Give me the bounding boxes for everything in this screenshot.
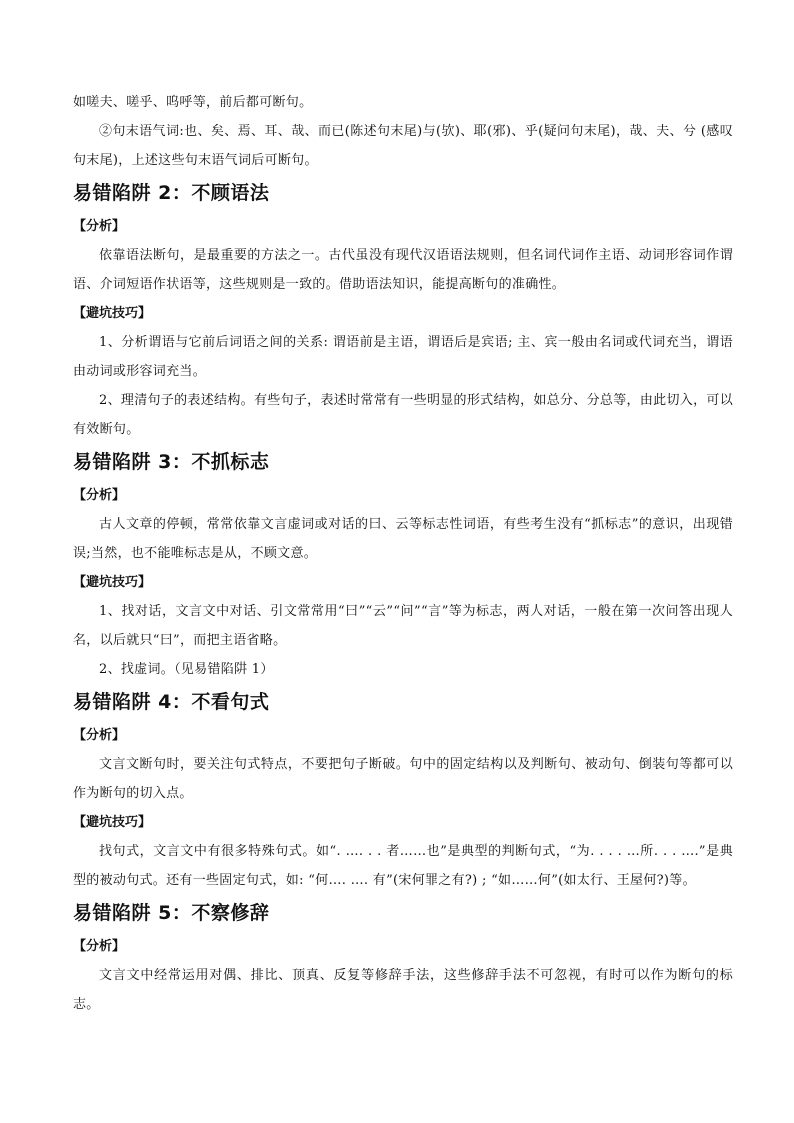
section-title: 易错陷阱 3：不抓标志 <box>73 451 270 473</box>
section-4 <box>73 686 733 895</box>
analysis-text: 古人文章的停顿，常常依靠文言虚词或对话的曰、云等标志性词语，有些考生没有“抓标志”的意识，出现错误;当然，也不能唯标志是从，不顾文意。 <box>73 517 733 561</box>
analysis-label: 【分析】 <box>73 939 126 954</box>
section-title: 易错陷阱 5：不察修辞 <box>73 902 270 924</box>
tip-item: 1、找对话，文言文中对话、引文常常用“曰”“云”“问”“言”等为标志，两人对话，一般在第一次问答出现人名，以后就只“曰”，而把主语省略。 <box>73 604 733 648</box>
analysis-text: 文言文中经常运用对偶、排比、顶真、反复等修辞手法，这些修辞手法不可忽视，有时可以作为断句的标志。 <box>73 968 733 1012</box>
section-title: 易错陷阱 2：不顾语法 <box>73 182 270 204</box>
intro-line-1: 如嗟夫、嗟乎、呜呼等，前后都可断句。 <box>73 95 313 110</box>
tips-label: 【避坑技巧】 <box>73 575 152 590</box>
analysis-text: 依靠语法断句，是最重要的方法之一。古代虽没有现代汉语语法规则，但名词代词作主语、动词形容词作谓语、介词短语作状语等，这些规则是一致的。借助语法知识，能提高断句的准确性。 <box>73 248 733 292</box>
tip-item: 2、找虚词。（见易错陷阱 1） <box>99 662 274 677</box>
tip-item: 2、理清句子的表述结构。有些句子，表述时常常有一些明显的形式结构，如总分、分总等，由此切入，可以有效断句。 <box>73 393 733 437</box>
tips-label: 【避坑技巧】 <box>73 815 152 830</box>
tips-label: 【避坑技巧】 <box>73 306 152 321</box>
analysis-label: 【分析】 <box>73 219 126 234</box>
document-page <box>73 88 733 1019</box>
section-3 <box>73 446 733 684</box>
section-title: 易错陷阱 4：不看句式 <box>73 691 270 713</box>
intro-line-2: ②句末语气词:也、矣、焉、耳、哉、而已(陈述句末尾)与(欤)、耶(邪)、乎(疑问句末尾)，哉、夫、兮 (感叹句末尾)，上述这些句末语气词后可断句。 <box>73 124 733 168</box>
analysis-label: 【分析】 <box>73 488 126 503</box>
tip-item: 找句式，文言文中有很多特殊句式。如“. …. . . 者……也”是典型的判断句式，“为. . . . …所. . . ….”是典型的被动句式。还有一些固定句式，如: “何…. …. 有”(宋何罪之有?) ; “如……何”(如太行、王屋何?)等。 <box>73 844 733 888</box>
section-2 <box>73 177 733 444</box>
analysis-label: 【分析】 <box>73 728 126 743</box>
section-5 <box>73 897 733 1019</box>
tip-item: 1、分析谓语与它前后词语之间的关系: 谓语前是主语，谓语后是宾语; 主、宾一般由名词或代词充当，谓语由动词或形容词充当。 <box>73 335 733 379</box>
analysis-text: 文言文断句时，要关注句式特点，不要把句子断破。句中的固定结构以及判断句、被动句、倒装句等都可以作为断句的切入点。 <box>73 757 733 801</box>
